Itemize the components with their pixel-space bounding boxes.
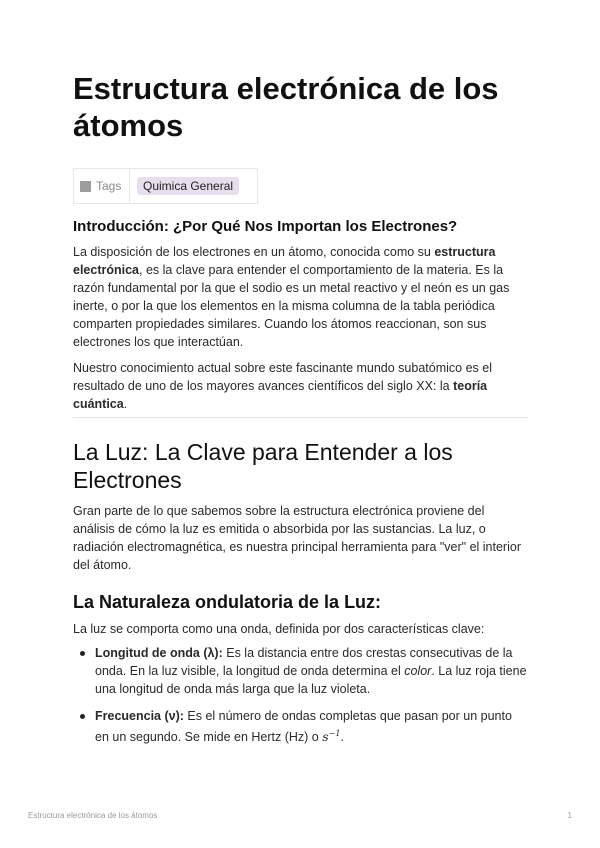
wavelength-term: Longitud de onda (λ): [95,646,223,660]
frequency-text-a: Es el número de ondas completas que pasan por un punto en un segundo. Se mide en Hertz (Hz) o [95,709,512,745]
tags-label: Tags [96,179,122,193]
frequency-term: Frecuencia (ν): [95,709,184,723]
list-item-wavelength [73,644,528,698]
intro-paragraph-1 [73,243,528,351]
section-divider [73,417,528,418]
light-section-paragraph: Gran parte de lo que sabemos sobre la estructura electrónica proviene del análisis de cómo la luz es emitida o absorbida por las sustancias. La luz, o radiación electromagnética, es nuestra principal herramienta para "ver" el interior del átomo. [73,504,521,572]
bullet-dot [80,651,85,656]
tag-icon [80,181,91,192]
intro-heading: Introducción: ¿Por Qué Nos Importan los Electrones? [73,218,458,235]
wavelength-text-b: . La luz roja tiene una longitud de onda más larga que la luz violeta. [95,664,527,696]
intro-p2-text-a: Nuestro conocimiento actual sobre este fascinante mundo subatómico es el resultado de uno de los mayores avances científicos del siglo XX: la [73,361,492,393]
wavelength-text-a: Es la distancia entre dos crestas consecutivas de la onda. En la luz visible, la longitud de onda determina el [95,646,513,678]
list-item-frequency [73,707,528,746]
wave-nature-heading: La Naturaleza ondulatoria de la Luz: [73,592,382,612]
footer-page-number: 1 [567,811,572,820]
tags-property-row [73,168,258,204]
intro-p2-text-b: . [123,397,128,411]
intro-p2-bold: teoría cuántica [73,379,488,411]
footer-title: Estructura electrónica de los átomos [28,811,158,820]
tags-property-label [74,169,130,203]
frequency-text-b: . [340,730,344,745]
intro-p1-text-b: , es la clave para entender el comportamiento de la materia. Es la razón fundamental por la que el sodio es un metal reactivo y el neón es un gas inerte, o por la que los elementos en la misma columna de la tabla periódica comparten propiedades similares. Cuando los átomos reaccionan, son sus electrones los que interactúan. [73,263,510,349]
intro-paragraph-2 [73,359,528,413]
wave-nature-intro: La luz se comporta como una onda, definida por dos características clave: [73,622,485,636]
math-exponent: −1 [328,729,341,738]
wave-properties-list [73,644,528,755]
intro-p1-bold: estructura electrónica [73,245,496,277]
light-section-heading: La Luz: La Clave para Entender a los Electrones [73,439,453,493]
wavelength-italic: color [404,664,432,678]
tag-chip[interactable]: Quimica General [137,177,239,195]
bullet-dot [80,714,85,719]
math-base: s [322,729,329,745]
page-title: Estructura electrónica de los átomos [73,71,499,143]
tags-property-value [130,177,239,195]
frequency-math-unit [322,729,340,744]
intro-p1-text-a: La disposición de los electrones en un átomo, conocida como su [73,245,435,259]
